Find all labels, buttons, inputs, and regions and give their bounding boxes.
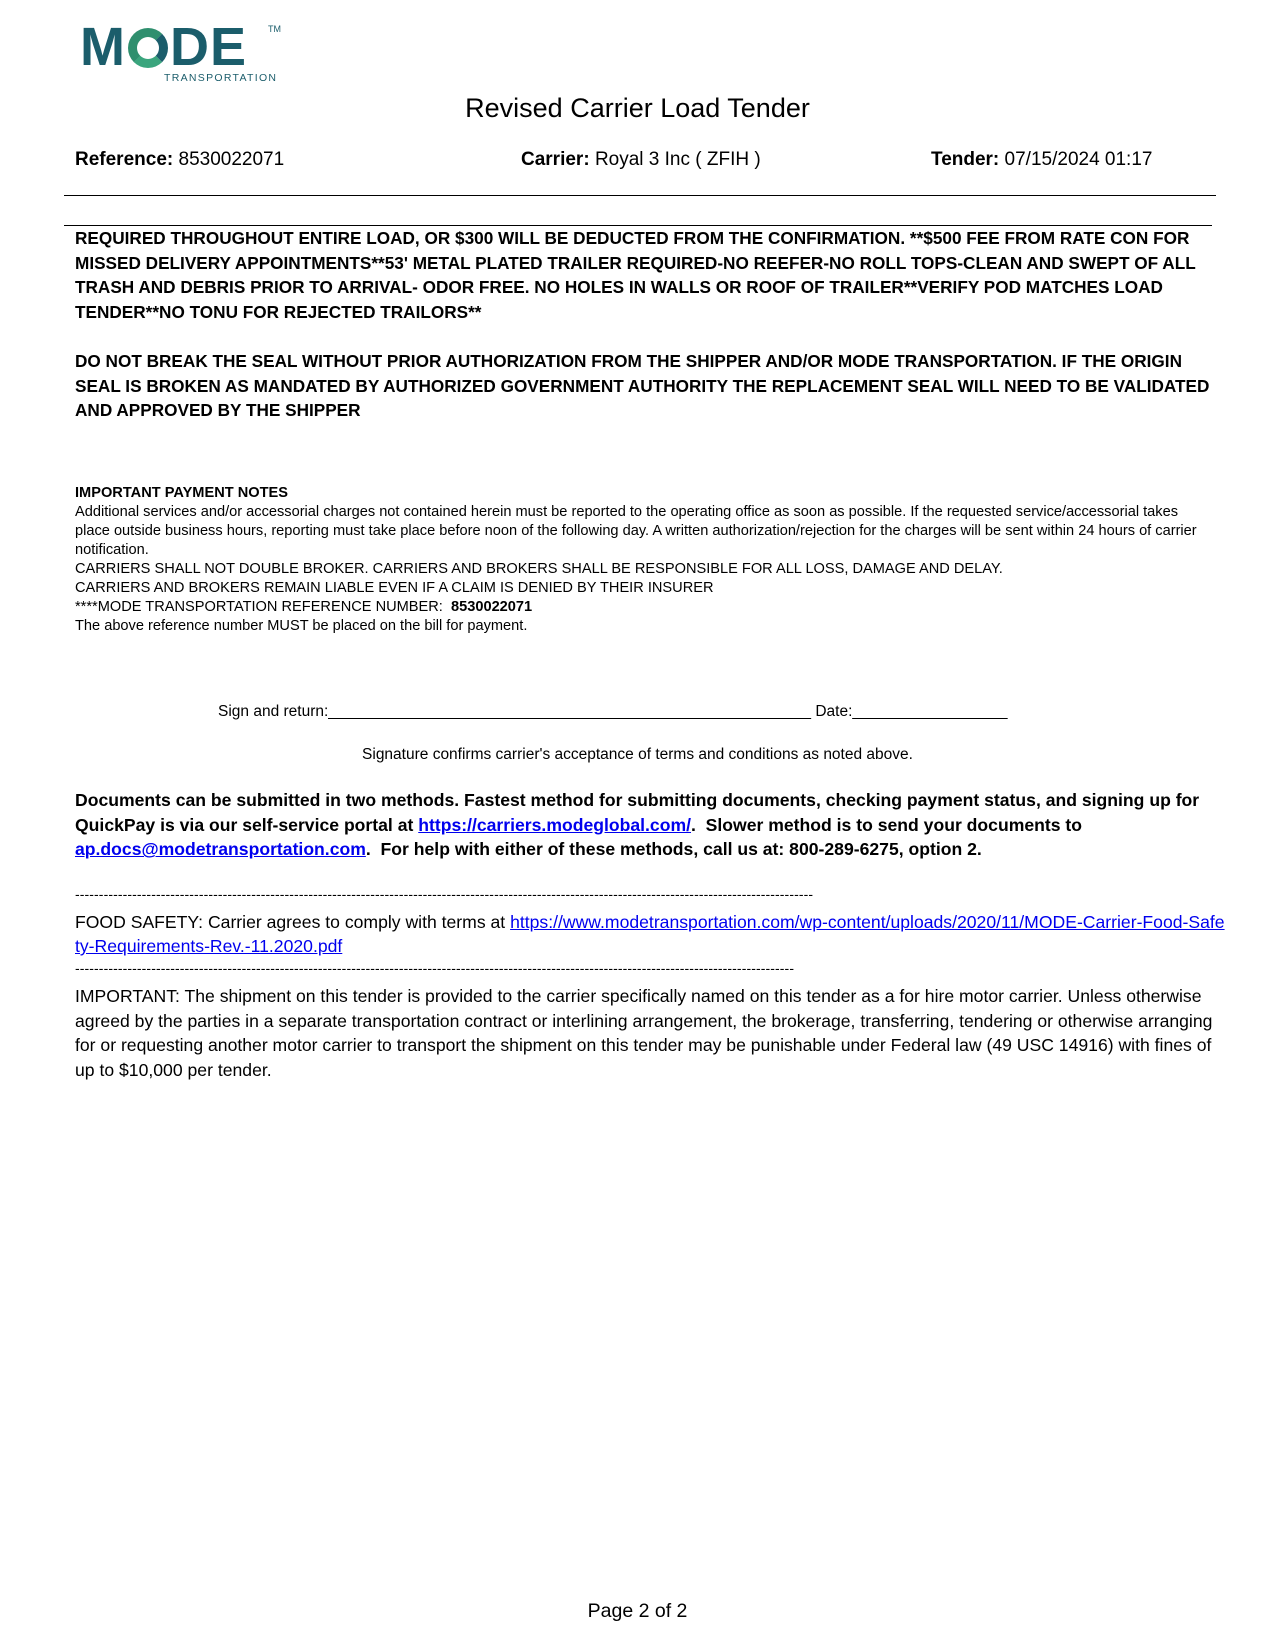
food-safety-prefix: FOOD SAFETY: Carrier agrees to comply with terms at — [75, 912, 511, 932]
payment-notes-heading: IMPORTANT PAYMENT NOTES — [75, 485, 288, 501]
signature-confirmation: Signature confirms carrier's acceptance of terms and conditions as noted above. — [362, 746, 913, 763]
payment-notes — [75, 484, 1215, 636]
carrier-label: Carrier: — [521, 149, 590, 170]
payment-notes-accessorial: Additional services and/or accessorial charges not contained herein must be reported to the operating office as soon as possible. If the requested service/accessorial takes place outside business hours, reporting must take place before noon of the following day. A written authorization/rejection for the charges will be sent within 24 hours of carrier notification. — [75, 504, 1197, 558]
reference-value: 8530022071 — [178, 149, 285, 170]
important-notice: IMPORTANT: The shipment on this tender is provided to the carrier specifically named on this tender as a for hire motor carrier. Unless otherwise agreed by the parties in a separate transportation contract or interlining arrangement, the brokerage, transferring, tendering or otherwise arranging for or requesting another motor carrier to transport the shipment on this tender may be punishable under Federal law (49 USC 14916) with fines of up to $10,000 per tender. — [75, 986, 1213, 1081]
reference-number: 8530022071 — [450, 599, 533, 615]
payment-notes-reference — [75, 598, 1215, 617]
carrier-field — [521, 149, 761, 171]
logo-trademark: TM — [268, 24, 281, 34]
payment-notes-double-broker: CARRIERS SHALL NOT DOUBLE BROKER. CARRIERS AND BROKERS SHALL BE RESPONSIBLE FOR ALL LOSS, DAMAGE AND DELAY. — [75, 561, 1003, 577]
reference-prefix: ****MODE TRANSPORTATION REFERENCE NUMBER: — [75, 599, 451, 615]
reference-field — [75, 149, 284, 171]
documents-help: . For help with either of these methods, call us at: 800-289-6275, option 2. — [365, 839, 982, 860]
payment-notes-billing: The above reference number MUST be placed on the bill for payment. — [75, 618, 528, 634]
carrier-portal-link[interactable]: https://carriers.modeglobal.com/ — [418, 814, 691, 835]
mode-logo — [80, 17, 281, 90]
payment-notes-liability: CARRIERS AND BROKERS REMAIN LIABLE EVEN IF A CLAIM IS DENIED BY THEIR INSURER — [75, 580, 714, 596]
document-title: Revised Carrier Load Tender — [465, 93, 810, 123]
header-divider — [64, 195, 1216, 196]
reference-label: Reference: — [75, 149, 174, 170]
sign-and-return-line: Sign and return:________________________________________________________ Date:__________________ — [218, 703, 1008, 720]
dashed-separator: ----------------------------------------------------------------------------------------------------------------------------------------------------------- — [75, 886, 814, 902]
document-submission — [75, 788, 1215, 862]
tender-field — [931, 149, 1152, 171]
tender-label: Tender: — [931, 149, 1000, 170]
logo-letter-m: M — [80, 17, 126, 77]
seal-instructions: DO NOT BREAK THE SEAL WITHOUT PRIOR AUTHORIZATION FROM THE SHIPPER AND/OR MODE TRANSPORTATION. IF THE ORIGIN SEAL IS BROKEN AS MANDATED BY AUTHORIZED GOVERNMENT AUTHORITY THE REPLACEMENT SEAL WILL NEED TO BE VALIDATED AND APPROVED BY THE SHIPPER — [75, 351, 1210, 421]
logo-wordmark — [80, 17, 247, 77]
documents-middle: . Slower method is to send your documents to — [691, 814, 1087, 835]
logo-letters-de: DE — [169, 17, 247, 77]
page-number: Page 2 of 2 — [587, 1600, 688, 1622]
documents-intro: Documents can be submitted in two methods. Fastest method for submitting documents, checking payment status, and signing up for QuickPay is via our self-service portal at — [75, 790, 1200, 835]
tender-value: 07/15/2024 01:17 — [1004, 149, 1153, 170]
dashed-separator: ------------------------------------------------------------------------------------------------------------------------------------------------------- — [75, 960, 795, 976]
food-safety — [75, 910, 1225, 958]
trailer-requirements: REQUIRED THROUGHOUT ENTIRE LOAD, OR $300 WILL BE DEDUCTED FROM THE CONFIRMATION. **$500 FEE FROM RATE CON FOR MISSED DELIVERY APPOINTMENTS**53' METAL PLATED TRAILER REQUIRED-NO REEFER-NO ROLL TOPS-CLEAN AND SWEPT OF ALL TRASH AND DEBRIS PRIOR TO ARRIVAL- ODOR FREE. NO HOLES IN WALLS OR ROOF OF TRAILER**VERIFY POD MATCHES LOAD TENDER**NO TONU FOR REJECTED TRAILORS** — [75, 228, 1196, 323]
carrier-value: Royal 3 Inc ( ZFIH ) — [594, 149, 761, 170]
logo-ring-icon — [128, 28, 168, 68]
ap-docs-email-link[interactable]: ap.docs@modetransportation.com — [75, 839, 366, 860]
food-safety-link[interactable]: https://www.modetransportation.com/wp-content/uploads/2020/11/MODE-Carrier-Food-Safety-Requirements-Rev.-11.2020.pdf — [75, 912, 1225, 956]
logo-subtitle: TRANSPORTATION — [164, 72, 278, 84]
